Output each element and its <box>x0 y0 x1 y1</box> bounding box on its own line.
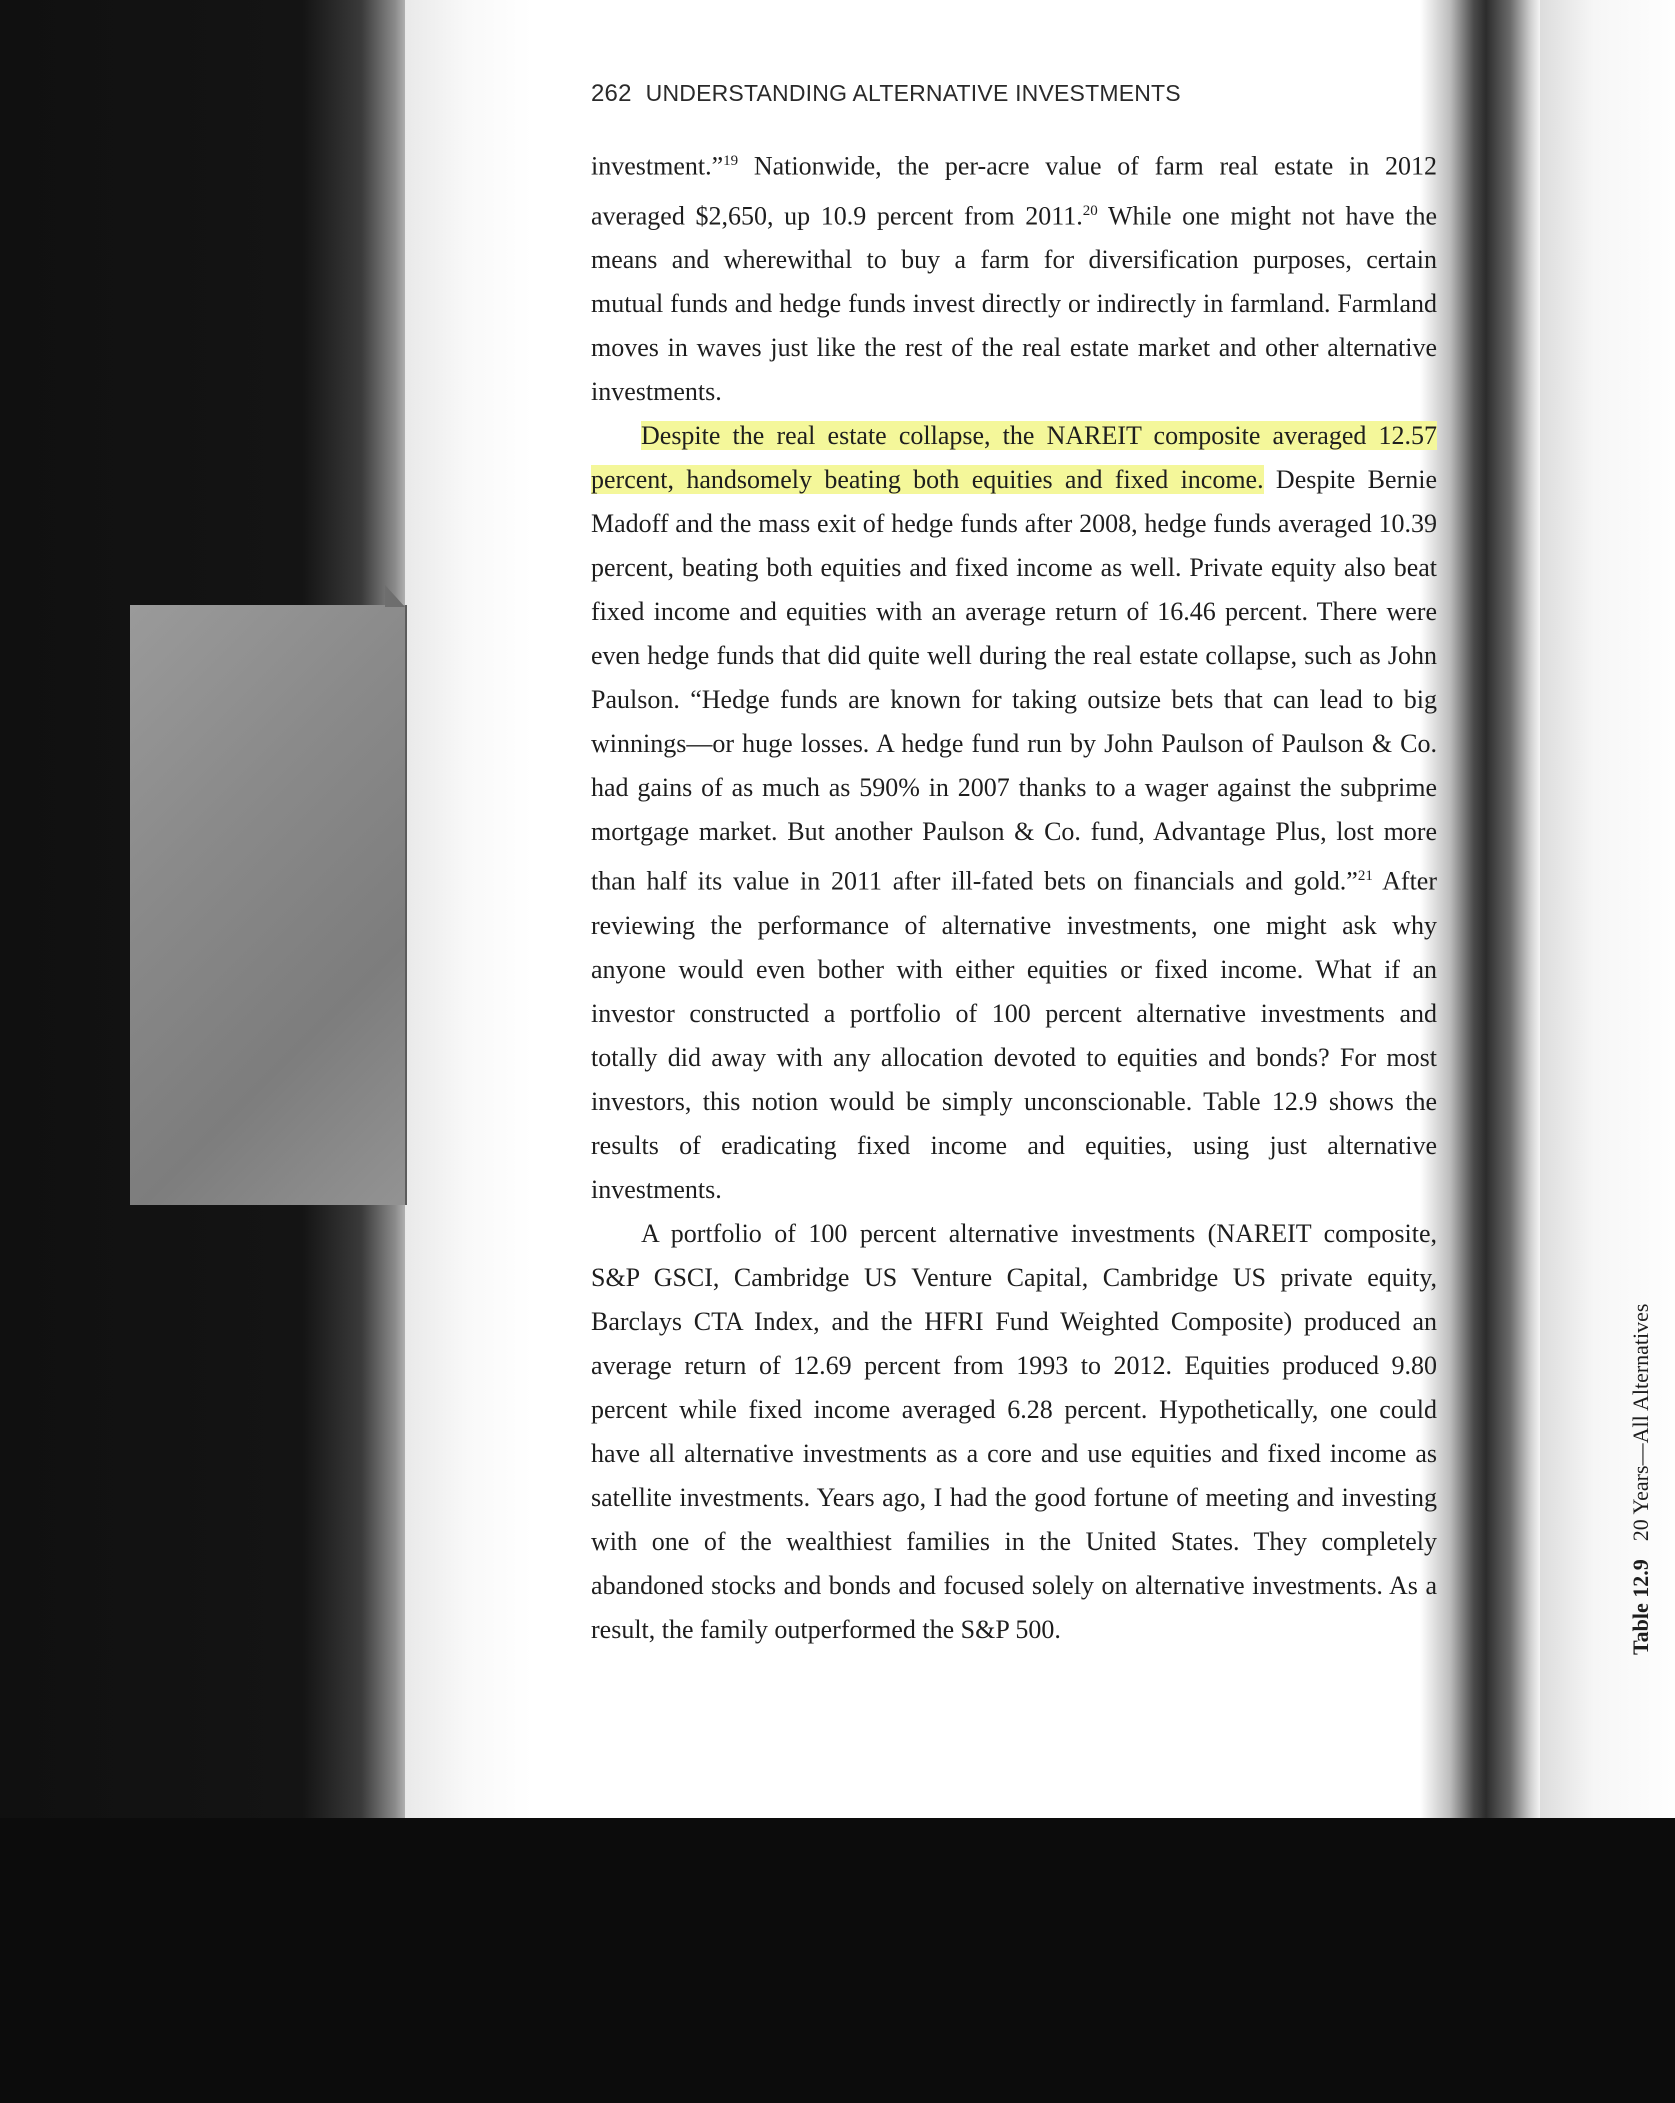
paragraph <box>591 1212 1437 1652</box>
paragraph <box>591 414 1437 1212</box>
text-segment: After reviewing the performance of alternative investments, one might ask why anyone would even bother with either equities or fixed income. What if an investor constructed a portfolio of 100 percent alternative investments and totally did away with any allocation devoted to equities and bonds? For most investors, this notion would be simply unconscionable. Table 12.9 shows the results of eradicating fixed income and equities, using just alternative investments. <box>591 866 1438 1204</box>
text-segment: Nationwide, the per-acre value of farm real estate in 2012 averaged $2,650, up 10.9 percent from 2011. <box>591 151 1437 231</box>
text-segment: Despite Bernie Madoff and the mass exit of hedge funds after 2008, hedge funds averaged 10.39 percent, beating both equities and fixed income as well. Private equity also beat fixed income and equities with an average return of 16.46 percent. There were even hedge funds that did quite well during the real estate collapse, such as John Paulson. “Hedge funds are known for taking outsize bets that can lead to big winnings—or huge losses. A hedge fund run by John Paulson of Paulson & Co. had gains of as much as 590% in 2007 thanks to a wager against the subprime mortgage market. But another Paulson & Co. fund, Advantage Plus, lost more than half its value in 2011 after ill-fated bets on financials and gold.” <box>591 465 1437 896</box>
footnote-ref: 21 <box>1357 868 1373 885</box>
book-gutter <box>1420 0 1540 1820</box>
text-segment: investment.” <box>591 151 724 181</box>
facing-page <box>1540 0 1675 1820</box>
scanner-bottom-shadow <box>0 1818 1675 2103</box>
running-title: UNDERSTANDING ALTERNATIVE INVESTMENTS <box>645 80 1181 106</box>
page-number: 262 <box>591 80 632 107</box>
paragraph <box>591 139 1437 414</box>
footnote-ref: 20 <box>1082 202 1098 219</box>
text-segment: A portfolio of 100 percent alternative investments (NAREIT composite, S&P GSCI, Cambridge US Venture Capital, Cambridge US private equity, Barclays CTA Index, and the HFRI Fund Weighted Composite) produced an average return of 12.69 percent from 1993 to 2012. Equities produced 9.80 percent while fixed income averaged 6.28 percent. Hypothetically, one could have all alternative investments as a core and use equities and fixed income as satellite investments. Years ago, I had the good fortune of meeting and investing with one of the wealthiest families in the United States. They completely abandoned stocks and bonds and focused solely on alternative investments. As a result, the family outperformed the S&P 500. <box>591 1218 1437 1644</box>
footnote-ref: 19 <box>723 153 739 169</box>
body-text <box>591 139 1437 1652</box>
table-title: 20 Years—All Alternatives <box>1628 1303 1653 1542</box>
gray-insert-sheet <box>130 605 407 1205</box>
running-head <box>591 80 1451 108</box>
side-caption <box>1628 1304 1654 1655</box>
highlighted-text: Despite the real estate collapse, the NAREIT composite averaged 12.57 percent, handsomely beating both equities and fixed income. <box>591 421 1437 495</box>
table-number: Table 12.9 <box>1628 1559 1653 1655</box>
text-segment: While one might not have the means and wherewithal to buy a farm for diversification purposes, certain mutual funds and hedge funds invest directly or indirectly in farmland. Farmland moves in waves just like the rest of the real estate market and other alternative investments. <box>591 201 1437 407</box>
